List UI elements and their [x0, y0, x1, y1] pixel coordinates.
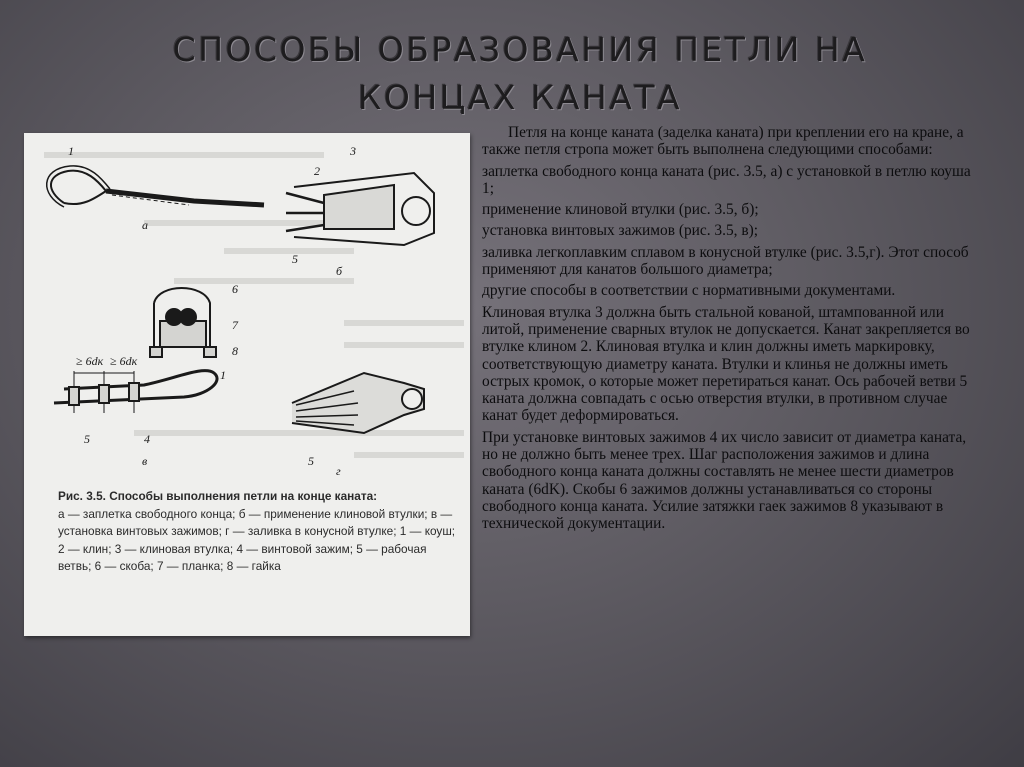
paragraph-clamp-requirements: При установке винтовых зажимов 4 их число зависит от диаметра каната, но не должно быть менее трех. Шаг расположения зажимов и длина свободного конца каната должны составлять не менее шести диаметров каната (6dK). Скобы 6 зажимов должны устанавливаться со стороны свободного конца каната. Усилие затяжки гаек зажимов 8 указывают в технической документации.: [482, 428, 967, 533]
label-n5b: 5: [84, 432, 90, 446]
paragraph-intro: Петля на конце каната (заделка каната) при креплении его на кране, а также петля стропа может быть выполнена следующими способами:: [482, 124, 964, 159]
wedge-socket-drawing: [286, 173, 434, 245]
label-dim2: ≥ 6dк: [110, 354, 138, 368]
body-text: [482, 124, 982, 537]
label-n1: 1: [68, 144, 74, 158]
splice-loop-drawing: [47, 166, 264, 207]
label-n5c: 5: [308, 454, 314, 468]
label-n4: 4: [144, 432, 150, 446]
clamp-detail-drawing: [150, 288, 216, 357]
label-n5: 5: [292, 252, 298, 266]
paragraph-clamps: установка винтовых зажимов (рис. 3.5, в);: [482, 222, 759, 240]
label-v: в: [142, 454, 148, 468]
figure-panel: [24, 133, 470, 636]
caption-body: а — заплетка свободного конца; б — применение клиновой втулки; в — установка винтовых зажимов; г — заливка в конусной втулке; 1 — коуш; 2 — клин; 3 — клиновая втулка; 4 — винтовой зажим; 5 — рабочая ветвь; 6 — скоба; 7 — планка; 8 — гайка: [58, 506, 456, 573]
label-n1b: 1: [220, 368, 226, 382]
label-n6: 6: [232, 282, 238, 296]
label-dim1: ≥ 6dк: [76, 354, 104, 368]
paragraph-wedge: применение клиновой втулки (рис. 3.5, б);: [482, 201, 759, 219]
label-n8: 8: [232, 344, 238, 358]
label-n2: 2: [314, 164, 320, 178]
paragraph-wedge-requirements: Клиновая втулка 3 должна быть стальной кованой, штампованной или литой, применение сварных втулок не допускается. Канат закрепляется во втулке клином 2. Клиновая втулка и клин должны иметь маркировку, соответствующую диаметру каната. Втулки и клинья не должны иметь острых кромок, о которые может перетираться канат. Ось рабочей ветви 5 каната должна совпадать с осью отверстия втулки, в противном случае канат будет деформироваться.: [482, 303, 970, 425]
label-g: г: [336, 464, 341, 478]
figure-caption: [58, 488, 458, 576]
cone-socket-drawing: [292, 373, 424, 433]
paragraph-other: другие способы в соответствии с нормативными документами.: [482, 282, 896, 300]
label-a: а: [142, 218, 148, 232]
paragraph-cone: заливка легкоплавким сплавом в конусной втулке (рис. 3.5,г). Этот способ применяют для канатов большого диаметра;: [482, 243, 969, 279]
paragraph-splice: заплетка свободного конца каната (рис. 3.5, а) с установкой в петлю коуша 1;: [482, 162, 971, 197]
label-b: б: [336, 264, 343, 278]
caption-head: Рис. 3.5. Способы выполнения петли на конце каната:: [58, 489, 378, 503]
clamped-rope-drawing: [54, 371, 217, 413]
label-n7: 7: [232, 318, 238, 332]
slide-title: СПОСОБЫ ОБРАЗОВАНИЯ ПЕТЛИ НА КОНЦАХ КАНАТА: [172, 30, 868, 117]
label-n3: 3: [350, 144, 356, 158]
